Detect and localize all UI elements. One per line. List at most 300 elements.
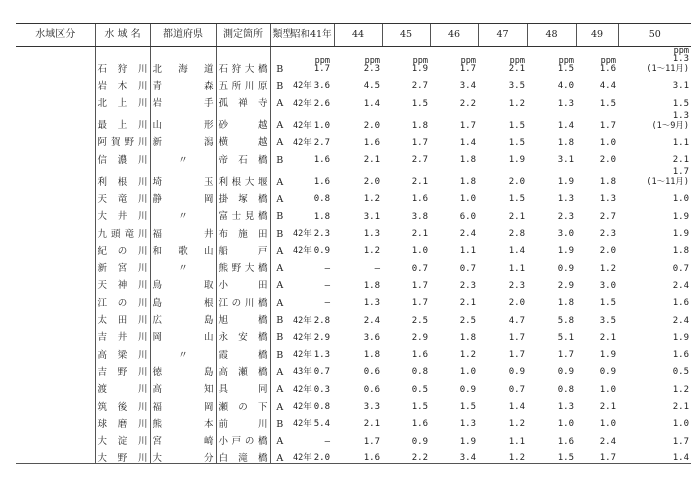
value-text: 1.6 xyxy=(672,298,689,309)
value-text: 1.7 xyxy=(459,120,476,131)
value-text: 1.4 xyxy=(557,120,574,131)
value-text: 1.3 xyxy=(672,110,689,121)
type-class: A xyxy=(270,291,289,308)
measure-year-label: 42年 xyxy=(293,402,312,413)
table-row xyxy=(16,274,691,291)
value-text: 3.1 xyxy=(363,211,380,222)
value-46 xyxy=(430,308,478,325)
value-50 xyxy=(618,326,691,343)
value-46 xyxy=(430,412,478,429)
value-text: 1.6 xyxy=(313,177,330,188)
value-41 xyxy=(314,100,330,109)
river-name: 高梁川 xyxy=(95,343,150,360)
value-text: 2.2 xyxy=(411,453,428,464)
value-50 xyxy=(618,239,691,256)
station-name: 旭橋 xyxy=(216,308,270,325)
type-class: B xyxy=(270,412,289,429)
region-cell xyxy=(16,187,95,204)
value-text: 5.4 xyxy=(313,419,331,430)
value-47 xyxy=(478,360,527,377)
region-cell xyxy=(16,222,95,239)
value-46 xyxy=(430,343,478,360)
value-50 xyxy=(618,308,691,325)
value-41 xyxy=(314,403,330,412)
value-44 xyxy=(334,429,382,446)
value-text: 2.4 xyxy=(459,229,476,240)
table-row xyxy=(16,74,691,91)
value-text: 1.0 xyxy=(313,120,331,131)
value-44 xyxy=(334,412,382,429)
unit-label: ppm xyxy=(460,56,476,66)
type-class: B xyxy=(270,204,289,221)
value-49 xyxy=(576,204,618,221)
station-name: 熊野大橋 xyxy=(216,256,270,273)
header-prefecture: 都道府県 xyxy=(150,24,216,47)
table-row xyxy=(16,109,691,131)
value-44 xyxy=(334,204,382,221)
region-cell xyxy=(16,74,95,91)
value-47 xyxy=(478,377,527,394)
value-41 xyxy=(314,82,330,91)
value-49 xyxy=(576,274,618,291)
value-year-41 xyxy=(289,326,334,343)
value-47 xyxy=(478,148,527,165)
value-text: 2.0 xyxy=(363,120,380,131)
unit-label: ppm xyxy=(600,56,616,66)
table-row xyxy=(16,256,691,273)
table-row xyxy=(16,343,691,360)
station-name: 瀬の下 xyxy=(216,395,270,412)
header-year-46: 46 xyxy=(430,24,478,47)
region-cell xyxy=(16,91,95,108)
value-text: 1.0 xyxy=(599,384,616,395)
measure-year-label: 42年 xyxy=(293,229,312,240)
value-year-41 xyxy=(289,395,334,412)
value-year-41 xyxy=(289,274,334,291)
value-45 xyxy=(382,109,430,131)
value-41 xyxy=(314,454,330,463)
value-text: 5.8 xyxy=(557,315,574,326)
value-year-41 xyxy=(289,222,334,239)
value-year-41 xyxy=(289,148,334,165)
value-49 xyxy=(576,429,618,446)
measure-year-label: 42年 xyxy=(293,384,312,395)
table-header xyxy=(16,24,691,47)
value-46 xyxy=(430,222,478,239)
table-row xyxy=(16,447,691,464)
value-44 xyxy=(334,256,382,273)
value-year-41 xyxy=(289,74,334,91)
value-text: 1.5 xyxy=(508,137,525,148)
region-cell xyxy=(16,395,95,412)
type-class: A xyxy=(270,165,289,187)
river-name: 吉井川 xyxy=(95,326,150,343)
value-text: 2.3 xyxy=(313,229,331,240)
table-row xyxy=(16,360,691,377)
header-year-50: 50 xyxy=(618,24,691,47)
table-row xyxy=(16,412,691,429)
value-46 xyxy=(430,47,478,75)
measure-year-label: 42年 xyxy=(293,137,312,148)
value-text: 3.6 xyxy=(363,332,380,343)
value-text: 1.3 xyxy=(459,419,476,430)
value-47 xyxy=(478,291,527,308)
value-47 xyxy=(478,447,527,464)
value-text: 1.2 xyxy=(459,350,476,361)
value-46 xyxy=(430,74,478,91)
value-45 xyxy=(382,377,430,394)
unit-label: ppm xyxy=(412,56,428,66)
station-name: 江の川橋 xyxy=(216,291,270,308)
value-47 xyxy=(478,308,527,325)
value-47 xyxy=(478,222,527,239)
value-46 xyxy=(430,187,478,204)
value-47 xyxy=(478,239,527,256)
value-text: 1.8 xyxy=(411,120,428,131)
region-cell xyxy=(16,239,95,256)
station-name: 石狩大橋 xyxy=(216,47,270,75)
prefecture-name: 新潟 xyxy=(150,131,216,148)
value-text: 1.4 xyxy=(363,98,380,109)
table-row xyxy=(16,308,691,325)
value-text: 1.6 xyxy=(411,419,428,430)
river-name: 筑後川 xyxy=(95,395,150,412)
value-text: 3.0 xyxy=(557,229,574,240)
region-cell xyxy=(16,326,95,343)
value-41 xyxy=(314,351,330,360)
value-44 xyxy=(334,222,382,239)
value-46 xyxy=(430,360,478,377)
value-47 xyxy=(478,165,527,187)
value-text: 0.3 xyxy=(313,384,331,395)
value-46 xyxy=(430,91,478,108)
value-text: 1.2 xyxy=(363,194,380,205)
value-48 xyxy=(527,395,576,412)
value-year-41 xyxy=(289,165,334,187)
value-48 xyxy=(527,447,576,464)
value-45 xyxy=(382,165,430,187)
value-text: 1.5 xyxy=(411,402,428,413)
value-text: 1.7 xyxy=(672,167,689,178)
value-text: 0.9 xyxy=(313,246,331,257)
value-49 xyxy=(576,187,618,204)
station-name: 帝石橋 xyxy=(216,148,270,165)
value-45 xyxy=(382,429,430,446)
value-text: 1.2 xyxy=(672,384,689,395)
prefecture-name: 山形 xyxy=(150,109,216,131)
value-48 xyxy=(527,131,576,148)
header-station: 測定箇所 xyxy=(216,24,270,47)
value-text: 0.5 xyxy=(672,367,689,378)
value-50 xyxy=(618,429,691,446)
value-text: 1.8 xyxy=(599,177,616,188)
value-text: 1.9 xyxy=(411,64,428,74)
value-49 xyxy=(576,291,618,308)
value-41 xyxy=(325,265,330,274)
value-45 xyxy=(382,447,430,464)
value-45 xyxy=(382,222,430,239)
value-46 xyxy=(430,239,478,256)
region-cell xyxy=(16,377,95,394)
river-name: 岩木川 xyxy=(95,74,150,91)
value-45 xyxy=(382,343,430,360)
value-text: 0.6 xyxy=(363,384,380,395)
value-50 xyxy=(618,47,691,75)
value-49 xyxy=(576,395,618,412)
value-text: 1.9 xyxy=(599,350,616,361)
table-row xyxy=(16,291,691,308)
value-44 xyxy=(334,47,382,75)
value-text: 1.7 xyxy=(508,350,525,361)
value-41 xyxy=(325,299,330,308)
river-name: 北上川 xyxy=(95,91,150,108)
value-45 xyxy=(382,187,430,204)
value-text: 0.7 xyxy=(459,263,476,274)
region-cell xyxy=(16,131,95,148)
table-body xyxy=(16,47,691,464)
station-name: 布施田 xyxy=(216,222,270,239)
prefecture-name: 徳島 xyxy=(150,360,216,377)
river-name: 新宮川 xyxy=(95,256,150,273)
prefecture-name: 岡山 xyxy=(150,326,216,343)
value-44 xyxy=(334,91,382,108)
river-name: 大野川 xyxy=(95,447,150,464)
value-46 xyxy=(430,291,478,308)
prefecture-name: 北海道 xyxy=(150,47,216,75)
value-text: 3.5 xyxy=(599,315,616,326)
value-text: — xyxy=(324,263,330,274)
value-47 xyxy=(478,204,527,221)
period-note: (1～9月) xyxy=(651,120,689,131)
river-name: 天神川 xyxy=(95,274,150,291)
station-name: 掛塚橋 xyxy=(216,187,270,204)
value-text: 2.1 xyxy=(508,211,525,222)
region-cell xyxy=(16,360,95,377)
header-year-48: 48 xyxy=(527,24,576,47)
value-text: 1.3 xyxy=(599,194,616,205)
river-name: 石狩川 xyxy=(95,47,150,75)
value-text: 1.1 xyxy=(508,263,525,274)
value-text: 1.3 xyxy=(672,54,689,64)
value-text: 1.8 xyxy=(313,211,330,222)
value-48 xyxy=(527,274,576,291)
value-text: 2.3 xyxy=(363,64,380,74)
value-text: 0.5 xyxy=(411,384,428,395)
value-text: 2.0 xyxy=(508,298,525,309)
value-text: 2.1 xyxy=(508,64,525,74)
value-text: 3.8 xyxy=(411,211,428,222)
value-text: 2.4 xyxy=(363,315,380,326)
value-text: 1.7 xyxy=(508,332,525,343)
table-row xyxy=(16,131,691,148)
value-48 xyxy=(527,187,576,204)
prefecture-name: 宮崎 xyxy=(150,429,216,446)
value-text: 5.1 xyxy=(557,332,574,343)
value-year-41 xyxy=(289,308,334,325)
value-text: 0.9 xyxy=(508,367,525,378)
value-48 xyxy=(527,204,576,221)
value-48 xyxy=(527,360,576,377)
value-text: 3.6 xyxy=(313,81,331,92)
value-text: 2.4 xyxy=(672,280,689,291)
value-44 xyxy=(334,165,382,187)
value-text: 1.0 xyxy=(599,419,616,430)
type-class: A xyxy=(270,360,289,377)
value-text: 0.9 xyxy=(557,263,574,274)
value-text: 1.7 xyxy=(599,120,616,131)
value-50 xyxy=(618,109,691,131)
value-text: 1.4 xyxy=(459,137,476,148)
value-year-41 xyxy=(289,429,334,446)
value-year-41 xyxy=(289,360,334,377)
value-text: — xyxy=(324,436,330,447)
value-50 xyxy=(618,165,691,187)
value-46 xyxy=(430,204,478,221)
value-text: 1.0 xyxy=(459,367,476,378)
station-name: 小戸の橋 xyxy=(216,429,270,446)
measure-year-label: 42年 xyxy=(293,81,312,92)
river-name: 江の川 xyxy=(95,291,150,308)
prefecture-name: 熊本 xyxy=(150,412,216,429)
value-41 xyxy=(314,230,330,239)
value-text: 2.6 xyxy=(313,98,331,109)
river-name: 最上川 xyxy=(95,109,150,131)
value-50 xyxy=(618,74,691,91)
value-text: 2.1 xyxy=(672,155,689,166)
table-row xyxy=(16,239,691,256)
value-text: 1.8 xyxy=(672,246,689,257)
value-48 xyxy=(527,74,576,91)
station-name: 前川 xyxy=(216,412,270,429)
station-name: 砂越 xyxy=(216,109,270,131)
value-text: 2.8 xyxy=(313,315,331,326)
value-50 xyxy=(618,360,691,377)
value-text: 0.9 xyxy=(459,384,476,395)
value-44 xyxy=(334,360,382,377)
value-50 xyxy=(618,187,691,204)
value-text: 1.3 xyxy=(363,229,380,240)
value-41 xyxy=(314,420,330,429)
value-48 xyxy=(527,47,576,75)
value-47 xyxy=(478,326,527,343)
value-text: 2.3 xyxy=(459,280,476,291)
header-type: 類型 xyxy=(270,24,289,47)
value-text: 1.8 xyxy=(363,280,380,291)
value-text: 1.8 xyxy=(557,298,574,309)
prefecture-name: 〃 xyxy=(150,343,216,360)
value-text: 2.3 xyxy=(508,280,525,291)
value-text: 2.7 xyxy=(411,81,428,92)
value-46 xyxy=(430,256,478,273)
type-class: B xyxy=(270,47,289,75)
value-text: 1.3 xyxy=(557,402,574,413)
region-cell xyxy=(16,109,95,131)
value-49 xyxy=(576,256,618,273)
value-50 xyxy=(618,274,691,291)
value-41 xyxy=(314,156,330,165)
header-river: 水 域 名 xyxy=(95,24,150,47)
value-49 xyxy=(576,377,618,394)
region-cell xyxy=(16,343,95,360)
station-name: 霞橋 xyxy=(216,343,270,360)
region-cell xyxy=(16,429,95,446)
header-year-41: 昭和41年 xyxy=(289,24,334,47)
value-text: 2.0 xyxy=(599,155,616,166)
value-48 xyxy=(527,377,576,394)
value-47 xyxy=(478,109,527,131)
value-50 xyxy=(618,377,691,394)
value-50 xyxy=(618,148,691,165)
value-45 xyxy=(382,308,430,325)
measure-year-label: 42年 xyxy=(293,246,312,257)
value-47 xyxy=(478,187,527,204)
value-44 xyxy=(334,377,382,394)
value-50 xyxy=(618,131,691,148)
value-text: 1.3 xyxy=(557,194,574,205)
value-text: 1.7 xyxy=(411,280,428,291)
value-45 xyxy=(382,326,430,343)
river-name: 球磨川 xyxy=(95,412,150,429)
value-50 xyxy=(618,343,691,360)
value-text: 2.9 xyxy=(557,280,574,291)
table-row xyxy=(16,377,691,394)
value-47 xyxy=(478,74,527,91)
value-text: 1.1 xyxy=(459,246,476,257)
value-text: 1.9 xyxy=(672,229,689,240)
table-row xyxy=(16,165,691,187)
value-47 xyxy=(478,429,527,446)
value-text: 1.5 xyxy=(599,98,616,109)
value-47 xyxy=(478,91,527,108)
value-text: 1.4 xyxy=(508,246,525,257)
value-text: 1.4 xyxy=(672,453,689,464)
station-name: 高瀬橋 xyxy=(216,360,270,377)
value-text: 1.0 xyxy=(411,246,428,257)
value-text: 2.2 xyxy=(459,98,476,109)
value-44 xyxy=(334,395,382,412)
value-text: 2.0 xyxy=(363,177,380,188)
value-49 xyxy=(576,74,618,91)
type-class: A xyxy=(270,429,289,446)
value-41 xyxy=(314,57,330,74)
value-text: 0.8 xyxy=(313,402,331,413)
value-text: 1.5 xyxy=(557,453,574,464)
type-class: A xyxy=(270,274,289,291)
value-50 xyxy=(618,412,691,429)
prefecture-name: 大分 xyxy=(150,447,216,464)
value-48 xyxy=(527,412,576,429)
station-name: 五所川原 xyxy=(216,74,270,91)
value-text: 1.7 xyxy=(459,64,476,74)
river-name: 太田川 xyxy=(95,308,150,325)
value-text: — xyxy=(324,298,330,309)
value-44 xyxy=(334,326,382,343)
unit-label: ppm xyxy=(314,56,330,66)
measure-year-label: 42年 xyxy=(293,453,312,464)
value-48 xyxy=(527,308,576,325)
value-text: 4.7 xyxy=(508,315,525,326)
value-41 xyxy=(314,122,330,131)
river-name: 天竜川 xyxy=(95,187,150,204)
value-50 xyxy=(618,395,691,412)
value-44 xyxy=(334,274,382,291)
value-text: 1.7 xyxy=(672,436,689,447)
value-46 xyxy=(430,429,478,446)
type-class: A xyxy=(270,377,289,394)
value-48 xyxy=(527,239,576,256)
value-text: 4.0 xyxy=(557,81,574,92)
table-row xyxy=(16,222,691,239)
